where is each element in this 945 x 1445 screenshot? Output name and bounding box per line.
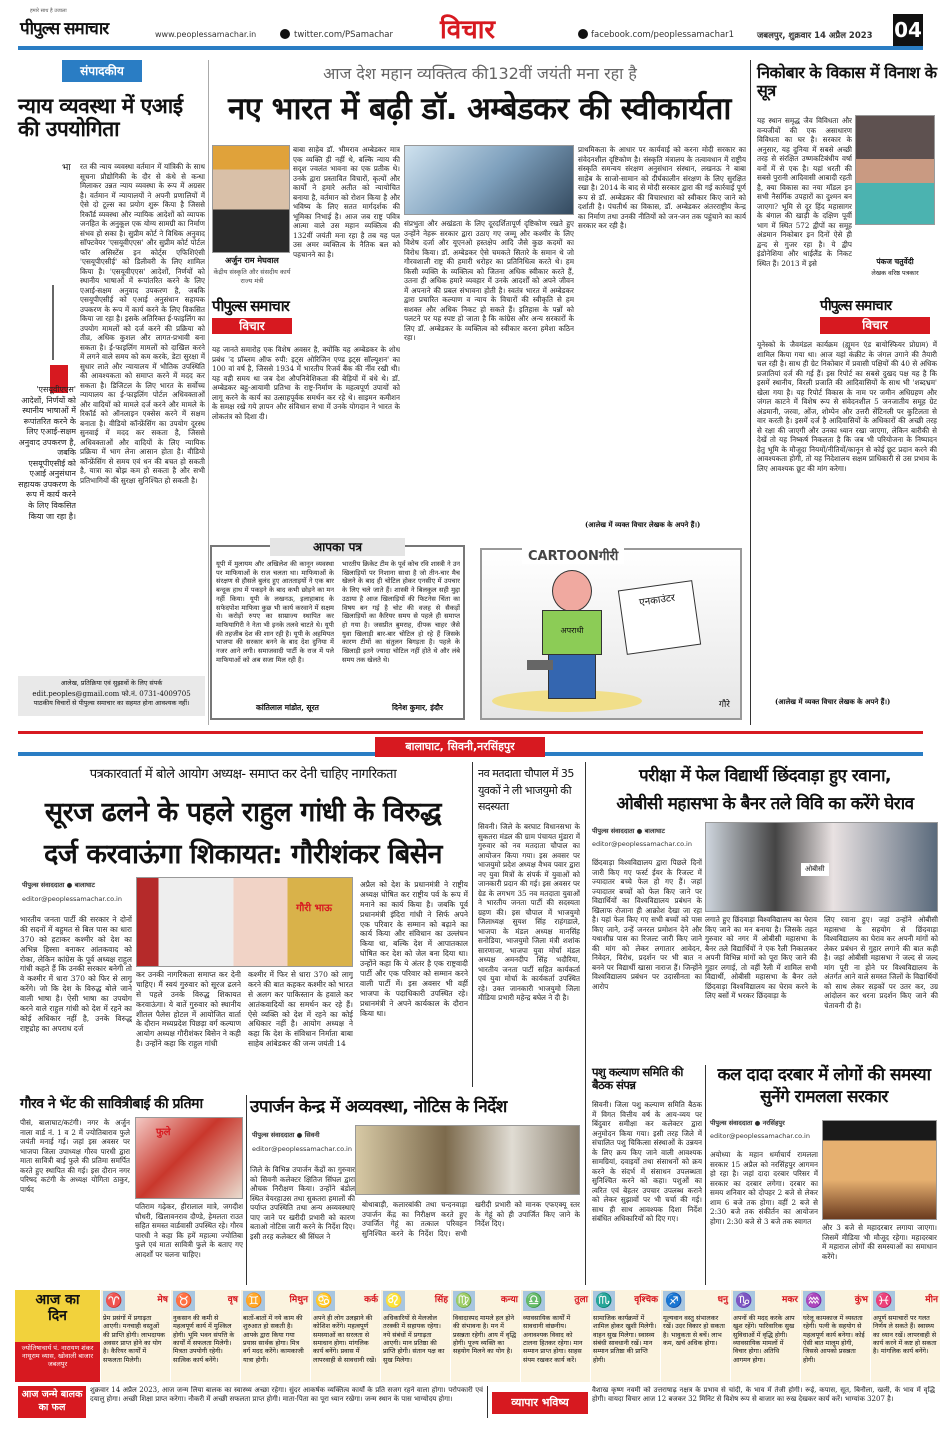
photo-banner-text: ओबीसी xyxy=(801,863,829,876)
right-column-1: यह स्थान समृद्ध जैव विविधता और वन्यजीवों की एक असाधारण विविधता का घर है। सरकार के अनुसार, यह दुनिया में सबसे अच्छी तरह से संरक्षित उष्णकटिबंधीय वर्षा वनों में से एक है। यहां धरती की सबसे पुरानी आदिवासी आबादी रहती है, क्या विकास का नया मॉडल इन सभी नैसर्गिक उपहारों का दुश्मन बन जाएगा? भूमि से दूर हिंद महासागर के बंगाल की खाड़ी के दक्षिण पूर्वी भाग में स्थित 572 द्वीपों का समूह अंडमान निकोबार इन दिनों ऐसे ही द्वन्द से गुजर रहा है। ये द्वीप इंडोनेशिया और थाईलैंड के निकट स्थित हैं। 2013 में इसे xyxy=(757,116,852,268)
sign-prediction: अपूर्ण समाचारों पर गलत निर्णय ले सकते हैं। स्वास्थ्य का ध्यान रखें। लापरवाही से कार्य करने में कष्ट हो सकता है। मांगलिक कार्य बनेंगे। xyxy=(873,1314,937,1356)
zodiac-icon: ♌ xyxy=(383,1291,405,1311)
editorial-dropcap: भा xyxy=(62,163,71,173)
dada-column-1: अयोध्या के महान धर्माचार्य रामलला सरकार 15 अप्रैल को नरसिंहपुर आगमन हो रहा है। जहां दादा दरबार परिसर में सरकार का दरबार लगेगा। दरबार का समय शनिवार को दोपहर 2 बजे से लेकर शाम 6 बजे तक होगा। वहीं 2 बजे से 2:30 बजे तक संकीर्तन का आयोजन होगा। 2:30 बजे से 3 बजे तक स्वागत xyxy=(710,1150,818,1226)
zodiac-icon: ♈ xyxy=(103,1291,125,1311)
obc-column-1: छिंदवाड़ा विश्वविद्यालय द्वारा पिछले दिनों जारी किए गए फर्स्ट ईयर के रिजल्ट में ज्यादातर बच्चे फेल हो गए हैं। जहां ज्यादातर बच्चों को फेल किए जाने पर विद्यार्थियों का विश्वविद्यालय प्रबंधन के खिलाफ रोजाना ही आक्रोश देखा जा रहा है। यहां फेल किए गए सभी बच्चों को पास किए जाने, उन्हें जनरल प्रमोशन देने और यथाशीघ्र पास का रिजल्ट जारी किए जाने की मांग को लेकर लगातार आवेदन, निवेदन, विरोध, प्रदर्शन पर भी बात न बनने पर विद्यार्थी खासा नाराज हैं। जिन्होंने विश्वविद्यालय प्रबंधन पर उदासीनता का आरोप xyxy=(592,858,702,991)
zodiac-icon: ♋ xyxy=(313,1291,335,1311)
ambedkar-image xyxy=(404,145,574,215)
editorial-tag: संपादकीय xyxy=(62,60,142,82)
divider xyxy=(750,60,751,725)
cartoon-gun-icon xyxy=(527,660,553,670)
obc-headline-1: परीक्षा में फेल विद्यार्थी छिंदवाड़ा हुए रवाना, xyxy=(639,766,891,786)
author-title: लेखक वरिष्ठ पत्रकार xyxy=(871,269,919,277)
sign-name: वृश्चिक xyxy=(634,1295,658,1305)
sign-prediction: विवादास्पद मामले हल होने की संभावना है। मन में प्रसन्नता रहेगी। आय में वृद्धि होगी। पूज्य व्यक्ति का सहयोग मिलने का योग है। xyxy=(453,1314,517,1356)
sign-name: कन्या xyxy=(500,1295,518,1305)
chaupal-headline: नव मतदाता चौपाल में 35 युवकों ने ली भाजयुमो की सदस्यता xyxy=(478,767,574,813)
zodiac-icon: ♏ xyxy=(593,1291,615,1311)
author-name: पंकज चतुर्वेदी xyxy=(876,257,914,266)
divider xyxy=(585,762,586,1087)
right-headline: निकोबार के विकास में विनाश के सूत्र xyxy=(757,63,937,100)
section-label: विचार xyxy=(212,318,292,334)
cartoon-paper xyxy=(618,580,701,655)
lead-kicker: आज देश महान व्यक्तित्व की132वीं जयंती मना रहा है xyxy=(323,64,637,83)
sign-name: मिथुन xyxy=(289,1295,308,1305)
horoscope-sign-8 xyxy=(591,1290,660,1382)
sign-name: कर्क xyxy=(364,1295,378,1305)
divider xyxy=(246,1095,247,1285)
byline-email[interactable]: editor@peoplessamachar.co.in xyxy=(592,840,692,848)
uparjan-headline: उपार्जन केन्द्र में अव्यवस्था, नोटिस के निर्देश xyxy=(250,1097,507,1117)
obc-column-3: लिए रवाना हुए। जहां उन्होंने ओबीसी महासभा के सहयोग से छिंदवाड़ा विश्वविद्यालय का घेराव कर अपनी मांगों को लेकर प्रबंधन से गुहार लगाने की बात कही है। जहां ओबीसी महासभा ने जल्द से जल्द मांग पूरी ना होने पर विश्वविद्यालय के अंतर्गत आने वाले समस्त जिलों के विद्यार्थियों को साथ लेकर सड़कों पर उतर कर, उग्र आंदोलन कर धरना प्रदर्शन किए जाने की चेतावनी दी है। xyxy=(824,915,938,1010)
sign-name: मकर xyxy=(782,1295,798,1305)
section-label: विचार xyxy=(820,317,930,334)
cartoon-panel xyxy=(480,548,742,720)
byline: पीपुल्स संवाददाता ● बालाघाट xyxy=(22,881,95,889)
obc-headline-2: ओबीसी महासभा के बैनर तले विवि का करेंगे घेराव xyxy=(616,794,914,814)
obc-rally-photo xyxy=(705,822,938,912)
horoscope-sign-9 xyxy=(661,1290,730,1382)
author-title: केंद्रीय संस्कृति और संसदीय कार्य राज्य मंत्री xyxy=(213,268,291,285)
zodiac-icon: ♑ xyxy=(733,1291,755,1311)
trade-text: वैशाख कृष्ण नवमी को उत्तराषाढ़ नक्षत्र के प्रभाव से चांदी, के भाव में तेजी होगी। रूई, कपास, सूत, बिनौला, खली, के भाव में वृद्धि होगी। वायदा विचार आज 12 बजकर 32 मिनिट से विशेष रूप से बाजार का रुख देखकर कार्य करें। भाग्यांक 3207 है। xyxy=(592,1386,935,1404)
horoscope-sign-6 xyxy=(451,1290,520,1382)
bisen-kicker: पत्रकारवार्ता में बोले आयोग अध्यक्ष- समाप्त कर देनी चाहिए नागरिकता xyxy=(89,767,397,782)
sign-name: सिंह xyxy=(434,1295,448,1305)
zodiac-icon: ♊ xyxy=(243,1291,265,1311)
facebook-icon xyxy=(578,29,588,39)
editorial-body: रत की न्याय व्यवस्था वर्तमान में यांत्रिकी के साथ सूचना प्रौद्योगिकी के दौर से कंधे से कन्धा मिलाकर उन्नत न्याय व्यवस्था के रूप में अग्रसर है। वर्तमान में न्यायालयों ने अपनी प्रणालियों में ऐसे दो टूल्स का प्रयोग शुरू किया है जिससे रिकॉर्ड व्यवस्था और न्यायिक आदेशों को व्यापक जनहित के अनुकूल एक योग्य सामग्री का निर्माण संभव हो सका है। सुप्रीम कोर्ट ने विधिक अनुवाद सॉफ्टवेयर 'एसयूवीएएस' और सुप्रीम कोर्ट पोर्टल फॉर असिस्टेंस इन कोर्ट्स एफिशिएंसी 'एसयूपीएसीई' को डिलीवरी के लिए शामिल किया है। 'एसयूवीएएस' आदेशों, निर्णयों को स्थानीय भाषाओं में रूपांतरित करने के लिए एआई-सक्षम अनुवाद उपकरण है, जबकि एसयूपीएसीई को एआई अनुसंधान सहायक उपकरण के रूप में कार्य करने के लिए विकसित किया जा रहा है। इसके अतिरिक्त ई-फाइलिंग का उपयोग मामलों को दर्ज करने की प्रक्रिया को तीव्र, अधिक कुशल और लागत-प्रभावी बना सकता है। ई-फाइलिंग मामलों को दाखिल करने में लगने वाले समय को कम करके, डेटा सुरक्षा में सुधार लाते और न्यायालय में भौतिक उपस्थिति की आवश्यकता को समाप्त करने में मदद कर सकता है। डिजिटल के लिए भारत के सर्वोच्च न्यायालय का ई-फाइलिंग पोर्टल अधिवक्ताओं और वादियों को मामले दर्ज करने और मामले के रिकॉर्ड को ऑनलाइन एक्सेस करने में सक्षम बनाता है। वीडियो कॉन्फ्रेंसिंग का उपयोग दूरस्थ सुनवाई में मदद कर सकता है, जिससे अधिवक्ताओं और वादियों के लिए न्यायिक प्रक्रिया में भाग लेना आसान होता है। वीडियो कॉन्फ्रेंसिंग से समय एवं धन की बचत हो सकती है, यात्रा का बोझ कम हो सकता है और सभी प्रतिभागियों की सुरक्षा सुनिश्चित हो सकती है। xyxy=(80,162,205,485)
editorial-pullquote: 'एसयूवीएएस' आदेशों, निर्णयों को स्थानीय भाषाओं में रूपांतरित करने के लिए एआई-सक्षम अनुवाद उपकरण है, जबकि एसयूपीएसीई को एआई अनुसंधान सहायक उपकरण के रूप में कार्य करने के लिए विकसित किया जा रहा है। xyxy=(18,385,76,521)
sign-prediction: व्यावसायिक कार्यों में सावधानी वांछनीय। अनावश्यक विवाद को टालना हितकर रहेगा। मान सम्मान प्राप्त होगा। साहस संयम रखकर कार्य करें। xyxy=(523,1314,583,1364)
region-tag: बालाघाट, सिवनी,नरसिंहपुर xyxy=(375,737,545,757)
right-column-2: यूनेस्को के जैवमंडल कार्यक्रम (ह्यूमन एंड बायोस्फियर प्रोग्राम) में शामिल किया गया था। आज यहां कंक्रीट के जंगल उगाने की तैयारी चल रही है। साथ ही ग्रेट निकोबार में प्रवासी पक्षियों की 40 से अधिक प्रजातियां दर्ज की गई हैं। इस रिपोर्ट का सबसे दुखद पक्ष यह है कि इसमें स्थानीय, विरली प्रजाति की आदिवासियों के साथ भी 'शब्दभ्रम' खेला गया है। यह रिपोर्ट विकास के नाम पर जमीन अधिग्रहण और जंगल काटने में विशेष रूप से संवेदनशील 5 जनजातीय समूह ग्रेट अंडमानी, जरवा, ओंज, शोम्पेन और उत्तरी सेंटिनली पर कुटिलता से वार करती है। इसमें दर्ज है आदिवासियों के अधिकारों की अच्छी तरह से रक्षा की जाएगी और उनका ध्यान रखा जाएगा, लेकिन बारीकी से देखें तो यह निष्कर्ष निकलता है कि जब भी परियोजना के निष्पादन हेतु भूमि के मौजूदा नियमों/नीतियों/कानून से कोई छूट प्रदान करने की आवश्यकता होगी, तो यह निदेशालय सक्षम प्राधिकारी से उस प्रभाव के लिए आवश्यक छूट की मांग करेगा। xyxy=(757,340,937,473)
letter-1-signature: कांतिलाल मांडोत, सूरत xyxy=(256,703,319,712)
contact-box xyxy=(18,676,205,716)
bisen-headline-1: सूरज ढलने के पहले राहुल गांधी के विरुद्ध xyxy=(44,797,442,828)
editorial-headline: न्याय व्यवस्था में एआई की उपयोगिता xyxy=(18,94,183,142)
letters-title: आपका पत्र xyxy=(270,538,405,556)
sign-name: मीन xyxy=(925,1295,938,1305)
contact-email[interactable]: edit.peoples@gmail.com फो.नं. 0731-4009705 xyxy=(32,689,191,698)
sign-prediction: घरेलू कामकाज में व्यस्तता रहेगी। पत्नी के सहयोग से महत्वपूर्ण कार्य बनेगा। कोई ऐसी बात मालूम होगी, जिससे आपको प्रसन्नता होगी। xyxy=(803,1314,865,1364)
horoscope-sign-7 xyxy=(521,1290,590,1382)
zodiac-icon: ♒ xyxy=(803,1291,825,1311)
letter-2: भारतीय क्रिकेट टीम के पूर्व कोच रवि शास्त्री ने उन खिलाड़ियों पर निशाना साधा है जो तीन-चार मैच खेलने के बाद ही चोटिल होकर एनसीए में उपचार के लिए चले जाते हैं। शास्त्री ने बिलकुल सही मुद्दा उठाया है आज खिलाड़ियों की फिटनेस चिंता का विषय बन गई है चोट की वजह से सैकड़ों खिलाड़ियों का कैरियर समय से पहले ही समाप्त हो गया है। जसप्रीत बुमराह, दीपक चाहर जैसे युवा खिलाड़ी बार-बार चोटिल हो रहे हैं जिसके कारण टीमों का संतुलन बिगड़ता है। पहले के खिलाड़ी इतने ज्यादा चोटिल नहीं होते थे और लंबे समय तक खेलते थे। xyxy=(342,560,460,664)
masthead xyxy=(0,0,945,50)
zodiac-icon: ♍ xyxy=(453,1291,475,1311)
zodiac-icon: ♉ xyxy=(173,1291,195,1311)
sign-name: धनु xyxy=(717,1295,728,1305)
issue-date: जबलपुर, शुक्रवार 14 अप्रैल 2023 xyxy=(757,31,873,41)
website-link[interactable]: www.peoplessamachar.in xyxy=(155,30,257,39)
sign-name: कुंभ xyxy=(854,1295,868,1305)
lead-column-4: प्राथमिकता के आधार पर कार्यवाई को करना मोदी सरकार का संवेदनशील दृष्टिकोण है। संस्कृति मंत्रालय के तत्वावधान में राष्ट्रीय संस्कृति समन्वय संरक्षण अनुसंधान संस्थान, लखनऊ ने बाबा साहेब के साजो-सामान को दीर्घकालीन संरक्षण के लिए सुरक्षित रखा है। 2014 के बाद से मोदी सरकार द्वारा की गई कार्रवाई पूर्ण रूप से डॉ. अम्बेडकर की विचारधारा को स्वीकार किए जाने को दर्शाती है। पंचतीर्थ का विकास, डॉ. अम्बेडकर अंतरराष्ट्रीय केन्द्र का निर्माण तथा उनकी नीतियों को जन-जन तक पहुंचाने का कार्य सरकार कर रही है। xyxy=(578,145,746,230)
divider xyxy=(705,1065,706,1285)
section-rule-red xyxy=(18,731,923,734)
byline-email[interactable]: editor@peoplessamachar.co.in xyxy=(252,1145,352,1153)
obc-column-2: लगाते हुए छिंदवाड़ा विश्वविद्यालय का घेराव किए जाने का मन बनाया है। जिसके तहत गुरुवार को नगर में ओबीसी महासभा के बैनर तले विद्यार्थियों ने एक रैली निकालकर अपनी विभिन्न मांगों को पूरा किए जाने की गुहार लगाई, तो वहीं रैली में शामिल सभी विद्यार्थी, ओबीसी महासभा के बैनर तले छिंदवाड़ा विश्वविद्यालय का घेराव करने के लिए बसों में भरकर छिंदवाड़ा के xyxy=(705,915,817,1000)
logo: पीपुल्स समाचार xyxy=(212,297,289,315)
zodiac-icon: ♐ xyxy=(663,1291,685,1311)
horoscope-sign-4 xyxy=(311,1290,380,1382)
lead-headline: नए भारत में बढ़ी डॉ. अम्बेडकर की स्वीकार्यता xyxy=(228,91,731,127)
lead-footnote: (आलेख में व्यक्त विचार लेखक के अपने हैं।) xyxy=(585,520,701,529)
photo-banner-text: गौरी भाऊ xyxy=(296,903,332,914)
section-title: विचार xyxy=(440,15,496,45)
letter-2-signature: दिनेश कुमार, इंदौर xyxy=(392,703,443,712)
zodiac-icon: ♓ xyxy=(873,1291,895,1311)
cartoon-shirt-text: अपराधी xyxy=(560,626,584,635)
gaurav-headline: गौरव ने भेंट की सावित्रीबाई की प्रतिमा xyxy=(20,1096,203,1112)
uparjan-column-2: बोथाबाड़ी, कलारबांकी तथा चन्दनवाड़ा उपार्जन केंद्र का निरीक्षण करते हुए उपार्जित गेहूं का तत्काल परिवहन सुनिश्चित करने के निर्देश दिए। सभी खरीदी प्रभारी को मानक एफएक्यू स्तर के गेहूं को ही उपार्जित किए जाने के निर्देश दिए। xyxy=(362,1200,580,1238)
byline: पीपुल्स संवाददाता ● बालाघाट xyxy=(592,827,665,835)
horoscope-sign-11 xyxy=(801,1290,870,1382)
letter-1: यूपी में मुलायम और अखिलेश की कानून व्यवस्था पर माफियाओं के राज चलता था। माफियाओं के संरक्षण से हौसले बुलंद हुए आतताइयों ने एक बार बन्दूक हाथ में पकड़ने के बाद कभी छोड़ने का मन नहीं किया। यूपी के लखनऊ, इलाहाबाद के सफेदपोश माफिया कुछ भी कार्य करवाने में सक्षम थे। करोड़ों रुपए का साम्राज्य स्थापित कर माफियागिरी ने नेता भी इनके तलवे चाटते थे। यूपी की तहजीब देश की शान रही है। यूपी के अहमियत भाजपा की सरकार बनने के बाद देश दुनिया में नजर आने लगी। समाजवादी पार्टी के राज में पले माफियाओं को अब सजा मिल रही है। xyxy=(216,560,334,664)
twitter-icon xyxy=(280,29,290,39)
divider xyxy=(208,60,209,725)
twitter-link[interactable]: twitter.com/PSamachar xyxy=(294,30,393,40)
horoscope-sign-5 xyxy=(381,1290,450,1382)
horoscope-sign-10 xyxy=(731,1290,800,1382)
ramlala-photo xyxy=(822,1120,937,1220)
lead-column-3: संप्रभुता और अखंडता के लिए दूरदर्शितापूर्ण दृष्टिकोण रखते हुए उन्होंने नेहरू सरकार द्वारा उठाए गए जम्मू और कश्मीर के लिए विशेष दर्जा और यूएनओ हस्तक्षेप आदि जैसे कुछ कदमों का विरोध किया। डॉ. अम्बेडकर ऐसे चमकते सितारे के समान थे जो गौरवशाली राष्ट्र की हमारी धरोहर का प्रतिनिधित्व करते थे। हम किसी व्यक्ति के व्यक्तित्व को जितना अधिक स्वीकार करते हैं, उतना ही अधिक हमारे व्यवहार में उनके आदर्शों को अपने जीवन में अपनाने की प्रबल संभावना होती है। स्वतंत्र भारत में अम्बेडकर द्वारा प्रचारित कल्याण व न्याय के विचारों की स्वीकृति से हम सशक्त और अधिक निकट हो सकते हैं। इतिहास के पन्नों को पलटने पर यह स्पष्ट हो जाता है कि कांग्रेस और अन्य सरकारों के लिए डॉ. अम्बेडकर के व्यक्तित्व को स्वीकार करना हमेशा कठिन रहा। xyxy=(404,219,574,342)
sign-prediction: नुकसान की कमी से महत्वपूर्ण कार्य में मुश्किल होगी। भूमि भवन संपत्ति के कार्यों में सफलता मिलेगी। मित्रता उपयोगी रहेगी। सात्विक कार्य बनेंगे। xyxy=(173,1314,235,1364)
horoscope-sign-3 xyxy=(241,1290,310,1382)
sign-prediction: प्रेम प्रसंगों में प्रगाढ़ता आएगी। मनचाही वस्तुओं की प्राप्ति होगी। लाभदायक अवसर प्राप्त होने का योग है। कैरियर कार्यों में सफलता मिलेगी। xyxy=(103,1314,166,1364)
bisen-column-1: भारतीय जनता पार्टी की सरकार ने दोनों की सदनों में बहुमत से बिल पास का धारा 370 को हटाकर कश्मीर को देश का अभिन्न हिस्सा बनाकर आंतकवाद को रोका, लेकिन कांग्रेस के पूर्व अध्यक्ष राहुल गांधी कहते हैं कि उनकी सरकार बनेगी तो वे कश्मीर में धारा 370 को फिर से लागू करेंगे। जो कि देश के विरुद्ध बोले जाने वाली भाषा है। ऐसी भाषा का उपयोग करने वाले राहुल गांधी को देश में रहने का कोई अधिकार नहीं है, उनके विरुद्ध राष्ट्रद्रोह का अपराध दर्ज xyxy=(20,915,132,1033)
cartoon-paper-text: एनकाउंटर xyxy=(638,592,676,609)
header-rule xyxy=(18,46,923,50)
zodiac-icon: ♎ xyxy=(523,1291,545,1311)
uparjan-photo xyxy=(355,1125,580,1195)
horoscope-sign-12 xyxy=(871,1290,940,1382)
gaurav-column-2: पतिराम गढ़ेकर, हीरालाल मात्रे, जगदीश चौधरी, खिलावनराव दौण्डे, हेमलता राउत सहित समस्त वार्डवासी उपस्थित रहे। गौरव पारधी ने कहा कि हमें महात्मा ज्योतिबा फुले एवं माता सावित्री फुले के बताए गए आदर्शों पर चलना चाहिए। xyxy=(135,1202,243,1259)
logo: पीपुल्स समाचार xyxy=(820,298,892,314)
birth-text: शुक्रवार 14 अप्रैल 2023, आज जन्म लिया बालक का स्वास्थ्य अच्छा रहेगा। सुंदर आकर्षक व्यक्तित्व कार्यों के प्रति सजग रहने वाला होगा। परोपकारी एवं दयालु होगा। अच्छी शिक्षा प्राप्त करेगा। नौकरी में अच्छी सफलता प्राप्त होगी। माता-पिता का पूरा ध्यान रखेगा। जन्म स्थान के पास भाग्योदय होगा। xyxy=(90,1386,483,1404)
logo-tagline: हमारे साथ है उजाला xyxy=(30,8,67,14)
byline: पीपुल्स संवाददाता ● सिवनी xyxy=(252,1131,320,1139)
sign-prediction: सामाजिक कार्यक्रमों में शामिल होकर खुशी मिलेगी। वाहन सुख मिलेगा। स्वास्थ्य संबंधी सावधानी रखें। मान सम्मान प्रतिष्ठा की प्राप्ति होगी। xyxy=(593,1314,657,1364)
birth-label: आज जन्मे बालक का फल xyxy=(18,1386,86,1418)
logo: पीपुल्स समाचार xyxy=(20,19,109,39)
chaupal-body: सिवनी। जिले के बरघाट विधानसभा के सुकतरा मंडल की ग्राम पंचायत मुंडारा में गुरुवार को नव मतदाता चौपाल का आयोजन किया गया। इस अवसर पर भाजयुमो प्रदेश अध्यक्ष वैभव पवार द्वारा नए युवा मित्रों के संपर्क में युवाओं को जानकारी प्रदान की गई। इस अवसर पर ग्रेड के लगभग 35 नव मतदाता युवाओं ने भारतीय जनता पार्टी की सदस्यता ग्रहण की। इस चौपाल में भाजयुमो जिलाध्यक्ष सुयश सिंह राहंगडाले, भाजपा के मंडल अध्यक्ष मानसिंह सनोडिया, भाजयुमो जिला मंत्री शशांक सारणाजा, भाजपा युवा मोर्चा मंडल अध्यक्ष अमनदीप सिंह भदौरिया, भारतीय जनता पार्टी सहित कार्यकर्ता एवं युवा मोर्चा के कार्यकर्ता उपस्थित रहे। उक्त जानकारी भाजयुमो जिला मीडिया प्रभारी महेन्द्र बघेल ने दी है। xyxy=(478,822,580,1002)
bisen-column-3: कश्मीर में फिर से धारा 370 को लागू करने की बात कहकर कश्मीर को भारत से अलग कर पाकिस्तान के हवाले कर आतंकवादियों का समर्थन कर रहे हैं। ऐसे व्यक्ति को देश में रहने का कोई अधिकार नहीं है। आयोग अध्यक्ष ने कहा कि देश के संविधान निर्माता बाबा साहेब आंबेडकर की जन्म जयंती 14 xyxy=(248,970,353,1049)
savitribai-photo xyxy=(135,1117,243,1199)
divider xyxy=(487,1386,488,1418)
cartoonist-signature: गौरे xyxy=(718,700,730,710)
sign-prediction: मूल्यवान वस्तु संभालकर रखें। उदर विकार हो सकता है। भावुकता से बचें। लाभ कम, खर्च अधिक होगा। xyxy=(663,1314,725,1347)
photo-banner-text: फुले xyxy=(156,1127,171,1138)
sign-prediction: अपने ही लोग उलझाने की कोशिश करेंगे। महत्वपूर्ण समस्याओं का सरलता से समाधान होगा। मांगलिक कार्य बनेंगे। प्रवास में लापरवाही से सावधानी रखें। xyxy=(313,1314,377,1364)
dada-column-2: और 3 बजे से महादरबार लगाया जाएगा। जिसमें मीडिया भी मौजूद रहेगा। महादरबार में महाराज लोगों की समस्याओं का समाधान करेंगे। xyxy=(822,1223,937,1261)
pashu-headline: पशु कल्याण समिति की बैठक संपन्न xyxy=(592,1065,683,1092)
byline-email[interactable]: editor@peoplessamachar.co.in xyxy=(22,895,122,903)
bisen-headline-2: दर्ज करवाऊंगा शिकायत: गौरीशंकर बिसेन xyxy=(43,839,443,870)
disclaimer: पाठकीय विचारों से पीपुल्स समाचार का सहमत होना आवश्यक नहीं। xyxy=(33,699,190,708)
right-footnote: (आलेख में व्यक्त विचार लेखक के अपने हैं।) xyxy=(775,697,891,706)
gaurav-column-1: पीसं, बालाघाट/कटंगी। नगर के अर्जुन नाला वार्ड नं. 1 व 2 में ज्योतिबाराव फुले जयंती मनाई गई। जहां इस अवसर पर भाजपा जिला उपाध्यक्ष गौरव पारधी द्वारा माता सावित्री बाई फुले की प्रतिमा समर्पित करते हुए स्थापित की गई। इस दौरान नगर परिषद कटंगी के अध्यक्ष योगिता ठाकुर, पार्षद xyxy=(20,1118,130,1194)
page-number: 04 xyxy=(893,14,923,46)
sign-prediction: बातों-बातों में नये काम की शुरुआत हो सकती है। आपके द्वारा किया गया प्रयास सार्थक होगा। मित्र वर्ग मदद करेंगे। कामकाजी यात्रा होगी। xyxy=(243,1314,304,1364)
contact-line: आलेख, प्रतिक्रिया एवं सुझावों के लिए संपर्क xyxy=(60,679,163,687)
pullquote-accent xyxy=(52,285,54,360)
cartoon-pants xyxy=(548,654,596,699)
uparjan-column-1: जिले के विभिन्न उपार्जन केंद्रों का गुरुवार को सिवनी कलेक्टर क्षितिज सिंघल द्वारा औचक निरीक्षण किया। उन्होंने बंडोल स्थित वेयरहाउस तथा सुकतरा हमालों की पर्याप्त उपस्थिति तथा अन्य अव्यवस्थाएं पाए जाने पर खरीदी प्रभारी को कारण बताओ नोटिस जारी करने के निर्देश दिए। इसी तरह कलेक्टर श्री सिंघल ने xyxy=(250,1165,355,1241)
byline-email[interactable]: editor@peoplessamachar.co.in xyxy=(710,1132,810,1140)
bisen-column-4: अप्रैल को देश के प्रधानमंत्री ने राष्ट्रीय अध्यक्ष घोषित कर राष्ट्रीय पर्व के रूप में मनाने का कार्य किया है। जबकि पूर्व प्रधानमंत्री इंदिरा गांधी ने सिर्फ अपने एक परिवार के सम्मान को बढ़ाने का कार्य किया और संविधान का उल्लंघन किया था, बल्कि देश में आपातकाल घोषित कर देश को जेल बना दिया था। उन्होंने कहा कि ये अंतर है एक राष्ट्रवादी पार्टी और एक परिवार को सम्मान करने वाली पार्टी में। इस अवसर भी वहीं भाजपा के पदाधिकारी उपस्थित रहे। प्रधानमंत्री ने अपने कार्यकाल के दौरान किया था। xyxy=(360,880,468,1018)
pashu-body: सिवनी। जिला पशु कल्याण समिति बैठक में विगत वित्तीय वर्ष के आय-व्यय पर बिंदुवार समीक्षा कर कलेक्टर द्वारा अनुमोदन किया गया। इसी तरह जिले में संचालित पशु चिकित्सा संस्थाओं के उन्नयन के लिए क्रय किए जाने वाली आवश्यक सामग्रियां, दवाइयों तथा संसाधनों को क्रय करने के संदर्भ में संसाधन उपलब्धता सुनिश्चित करने को कहा। पशुओं का त्वरित एवं बेहतर उपचार उपलब्ध कराने को लेकर सुझावों पर भी चर्चा की गई। साथ ही साथ आवश्यक दिशा निर्देश संबंधित अधिकारियों को दिए गए। xyxy=(592,1100,702,1223)
cartoon-title: CARTOONगीरी xyxy=(522,546,624,564)
bisen-column-2: कर उनकी नागरिकता समाप्त कर देनी चाहिए। मैं स्वयं गुरुवार को सूरज ढलने से पहले उनके विरुद्ध शिकायत करवाऊंगा। ये बातें गुरुवार को स्थानीय शीतल पैलेस होटल में आयोजित वार्ता के दौरान मध्यप्रदेश पिछड़ा वर्ग कल्याण आयोग अध्यक्ष गौरीशंकर बिसेन ने कही है। उन्होंने कहा कि राहुल गांधी xyxy=(136,970,241,1049)
astrologer-credit: ज्योतिषाचार्य पं. नारायण शंकर नाथूराम व्यास, खोवाली बाजार जबलपुर xyxy=(15,1342,100,1382)
trade-label: व्यापार भविष्य xyxy=(492,1392,588,1414)
sign-name: तुला xyxy=(574,1295,588,1305)
sign-prediction: अपनों की मदद करके आप खुश रहेंगे। पारिवारिक सुख सुविधाओं में वृद्धि होगी। व्यावसायिक मामलों में विचार होगा। अतिथि आगमन होगा। xyxy=(733,1314,795,1364)
facebook-link[interactable]: facebook.com/peoplessamachar1 xyxy=(591,30,735,40)
author-name: अर्जुन राम मेघवाल xyxy=(225,255,279,265)
horoscope-title-box xyxy=(15,1290,100,1382)
bisen-photo xyxy=(136,877,353,967)
divider xyxy=(585,1065,586,1285)
sign-prediction: अधिकारियों से मेलजोल तरक्की में सहायक रहेगा। नये संबंधों में प्रगाढ़ता आएगी। मान प्रतिष्ठा की प्राप्ति होगी। संतान पक्ष का सुख मिलेगा। xyxy=(383,1314,445,1364)
sign-name: वृष xyxy=(227,1295,238,1305)
horoscope-title: आज का दिन xyxy=(35,1292,80,1325)
cartoon-shirt xyxy=(542,610,602,655)
byline: पीपुल्स संवाददाता ● नरसिंहपुर xyxy=(710,1119,785,1127)
sign-name: मेष xyxy=(157,1295,168,1305)
lead-column-1: बाबा साहेब डॉ. भीमराव अम्बेडकर मात्र एक व्यक्ति ही नहीं थे, बल्कि न्याय की सदृश ज्वलंत भावना का एक प्रतीक थे। उनके द्वारा प्रस्तावित विचारों, कृत्यों और कार्यों ने हमारे अतीत को न्यायोचित बनाया है, वर्तमान को रोशन किया है और भविष्य के लिए सतत मार्गदर्शक की भूमिका निभाई है। आज जब राष्ट्र पवित्र आत्मा वाले उस महान व्यक्तित्व की 132वीं जयंती मना रहा है तब यह पल उस अमर व्यक्तित्व के नैतिक बल को पहचानने का है। xyxy=(293,145,400,259)
lead-column-2: यह जानते समारोह एक विशेष अवसर है, क्योंकि यह अम्बेडकर के शोध प्रबंध 'द प्रॉब्लम ऑफ रुपी: इट्स ओरिजिन एण्ड इट्स सॉल्यूशन' का 100 वां वर्ष है, जिससे 1934 में भारतीय रिजर्व बैंक की नींव रखी थी। यह वही समय था जब देश औपनिवेशिकता की बेड़ियों में बंधे थे। डॉ. अम्बेडकर बहु-आयामी प्रतिभा के राष्ट्र-निर्माण के महत्वपूर्ण उपायों को लागू करने के कार्य का उत्साहपूर्वक समर्थन कर रहे थे। साइमन कमीशन के समक्ष रखे गये ज्ञापन और संविधान सभा में उनके योगदान ने भारत के लोकतंत्र को दिशा दी। xyxy=(212,345,400,421)
author-photo xyxy=(855,115,935,225)
author-photo xyxy=(212,145,290,253)
cartoon-head xyxy=(552,570,592,612)
horoscope-sign-1 xyxy=(101,1290,170,1382)
horoscope-sign-2 xyxy=(171,1290,240,1382)
dada-headline: कल दादा दरबार में लोगों की समस्या सुनेंगे रामलला सरकार xyxy=(717,1065,931,1108)
divider xyxy=(472,762,473,1087)
